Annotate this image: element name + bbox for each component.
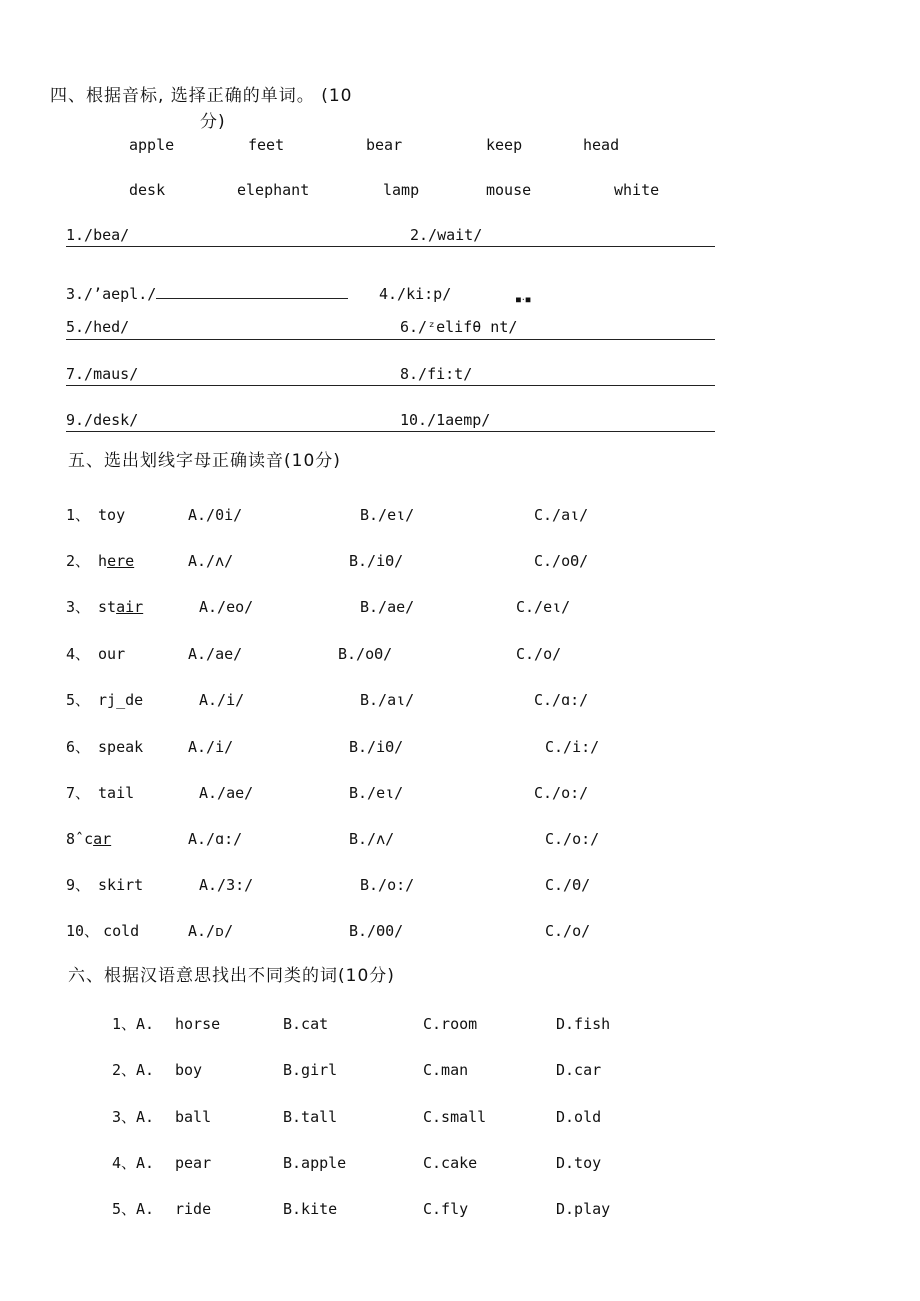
question-word: here xyxy=(98,552,135,570)
question-number: 4、 xyxy=(66,645,91,663)
option-c[interactable]: C./oΘ/ xyxy=(534,552,589,570)
option-b[interactable]: B./iΘ/ xyxy=(349,552,404,570)
answer-line[interactable] xyxy=(66,385,715,386)
question-number: 6、 xyxy=(66,738,91,756)
phonetic-item-6: 6./ᶻelifθ nt/ xyxy=(400,318,518,336)
question-word: our xyxy=(98,645,126,663)
scan-marks: ■·■ xyxy=(516,295,531,304)
option-a[interactable]: A./i/ xyxy=(188,738,234,756)
option-a[interactable]: A./ᴅ/ xyxy=(188,922,234,940)
option-a[interactable]: boy xyxy=(175,1061,203,1079)
question-row xyxy=(66,647,125,662)
word-bank-item: head xyxy=(583,136,620,154)
phonetic-item-8: 8./fi:t/ xyxy=(400,365,473,383)
option-c[interactable]: C./o:/ xyxy=(545,830,600,848)
phonetic-item-9: 9./desk/ xyxy=(66,411,139,429)
option-c[interactable]: C.small xyxy=(423,1108,487,1126)
question-number: 1、 xyxy=(66,506,91,524)
word-bank-item: elephant xyxy=(237,181,310,199)
question-word: skirt xyxy=(98,876,144,894)
word-bank-item: bear xyxy=(366,136,403,154)
answer-line[interactable] xyxy=(66,339,715,340)
option-c[interactable]: C./aι/ xyxy=(534,506,589,524)
option-d[interactable]: D.fish xyxy=(556,1015,611,1033)
question-row xyxy=(66,600,143,615)
answer-blank[interactable] xyxy=(156,297,348,299)
question-number: 1、A. xyxy=(112,1015,155,1033)
phonetic-item-3 xyxy=(66,287,348,302)
option-a[interactable]: A./i/ xyxy=(199,691,245,709)
answer-line[interactable] xyxy=(66,431,715,432)
option-b[interactable]: B.tall xyxy=(283,1108,338,1126)
option-c[interactable]: C./o:/ xyxy=(534,784,589,802)
option-c[interactable]: C./o/ xyxy=(545,922,591,940)
question-row xyxy=(66,693,143,708)
option-c[interactable]: C./ɑ:/ xyxy=(534,691,589,709)
phonetic-item-1: 1./bea/ xyxy=(66,226,130,244)
option-b[interactable]: B.girl xyxy=(283,1061,338,1079)
question-word: tail xyxy=(98,784,135,802)
option-d[interactable]: D.toy xyxy=(556,1154,602,1172)
section4-title-line1: 四、根据音标, 选择正确的单词。 (10 xyxy=(50,86,353,106)
option-d[interactable]: D.old xyxy=(556,1108,602,1126)
phonetic-item-2: 2./wait/ xyxy=(410,226,483,244)
word-bank-item: desk xyxy=(129,181,166,199)
question-number: 9、 xyxy=(66,876,91,894)
option-b[interactable]: B./eι/ xyxy=(360,506,415,524)
option-b[interactable]: B./ʌ/ xyxy=(349,830,395,848)
option-d[interactable]: D.play xyxy=(556,1200,611,1218)
option-a[interactable]: A./ʌ/ xyxy=(188,552,234,570)
option-c[interactable]: C.fly xyxy=(423,1200,469,1218)
question-number: 8ˆ xyxy=(66,830,85,848)
question-number: 7、 xyxy=(66,784,91,802)
question-number: 4、A. xyxy=(112,1154,155,1172)
option-b[interactable]: B./o:/ xyxy=(360,876,415,894)
question-word: rj_de xyxy=(98,691,144,709)
option-a[interactable]: ball xyxy=(175,1108,212,1126)
section5-title: 五、选出划线字母正确读音(10分) xyxy=(68,451,341,471)
option-b[interactable]: B./ae/ xyxy=(360,598,415,616)
option-c[interactable]: C./i:/ xyxy=(545,738,600,756)
option-a[interactable]: A./3:/ xyxy=(199,876,254,894)
option-b[interactable]: B.kite xyxy=(283,1200,338,1218)
option-a[interactable]: A./eo/ xyxy=(199,598,254,616)
question-row xyxy=(66,508,125,523)
word-bank-item: feet xyxy=(248,136,285,154)
phonetic-item-7: 7./maus/ xyxy=(66,365,139,383)
option-a[interactable]: A./ɑ:/ xyxy=(188,830,243,848)
answer-line[interactable] xyxy=(66,246,715,247)
question-word: toy xyxy=(98,506,126,524)
option-b[interactable]: B.cat xyxy=(283,1015,329,1033)
word-bank-item: keep xyxy=(486,136,523,154)
option-c[interactable]: C.room xyxy=(423,1015,478,1033)
option-b[interactable]: B.apple xyxy=(283,1154,347,1172)
question-word: stair xyxy=(98,598,144,616)
section4-title-line2: 分) xyxy=(200,112,226,132)
option-b[interactable]: B./eι/ xyxy=(349,784,404,802)
word-bank-item: white xyxy=(614,181,660,199)
question-number: 5、A. xyxy=(112,1200,155,1218)
option-b[interactable]: B./Θ0/ xyxy=(349,922,404,940)
word-bank-item: mouse xyxy=(486,181,532,199)
option-b[interactable]: B./aι/ xyxy=(360,691,415,709)
option-a[interactable]: A./0i/ xyxy=(188,506,243,524)
question-number: 10、 xyxy=(66,922,100,940)
question-row xyxy=(66,786,134,801)
option-b[interactable]: B./oΘ/ xyxy=(338,645,393,663)
question-word: car xyxy=(84,830,112,848)
question-row xyxy=(66,740,143,755)
question-number: 3、 xyxy=(66,598,91,616)
question-row xyxy=(66,554,134,569)
question-number: 5、 xyxy=(66,691,91,709)
option-c[interactable]: C./Θ/ xyxy=(545,876,591,894)
question-row xyxy=(66,878,143,893)
option-c[interactable]: C./o/ xyxy=(516,645,562,663)
option-a[interactable]: A./ae/ xyxy=(199,784,254,802)
option-a[interactable]: horse xyxy=(175,1015,221,1033)
option-c[interactable]: C./eι/ xyxy=(516,598,571,616)
option-c[interactable]: C.cake xyxy=(423,1154,478,1172)
question-row xyxy=(66,924,139,939)
question-word: speak xyxy=(98,738,144,756)
phonetic-item-4: 4./ki:p/ xyxy=(379,285,452,303)
phonetic-item-10: 10./1aemp/ xyxy=(400,411,491,429)
question-number: 3、A. xyxy=(112,1108,155,1126)
option-d[interactable]: D.car xyxy=(556,1061,602,1079)
option-a[interactable]: pear xyxy=(175,1154,212,1172)
option-b[interactable]: B./iΘ/ xyxy=(349,738,404,756)
question-row xyxy=(66,832,111,847)
question-number: 2、A. xyxy=(112,1061,155,1079)
word-bank-item: lamp xyxy=(383,181,420,199)
option-a[interactable]: ride xyxy=(175,1200,212,1218)
question-word: cold xyxy=(103,922,140,940)
option-c[interactable]: C.man xyxy=(423,1061,469,1079)
option-a[interactable]: A./ae/ xyxy=(188,645,243,663)
question-number: 2、 xyxy=(66,552,91,570)
phonetic-item-5: 5./hed/ xyxy=(66,318,130,336)
section6-title: 六、根据汉语意思找出不同类的词(10分) xyxy=(68,966,395,986)
word-bank-item: apple xyxy=(129,136,175,154)
phonetic-item-3-text: 3./’aepl./ xyxy=(66,285,157,303)
